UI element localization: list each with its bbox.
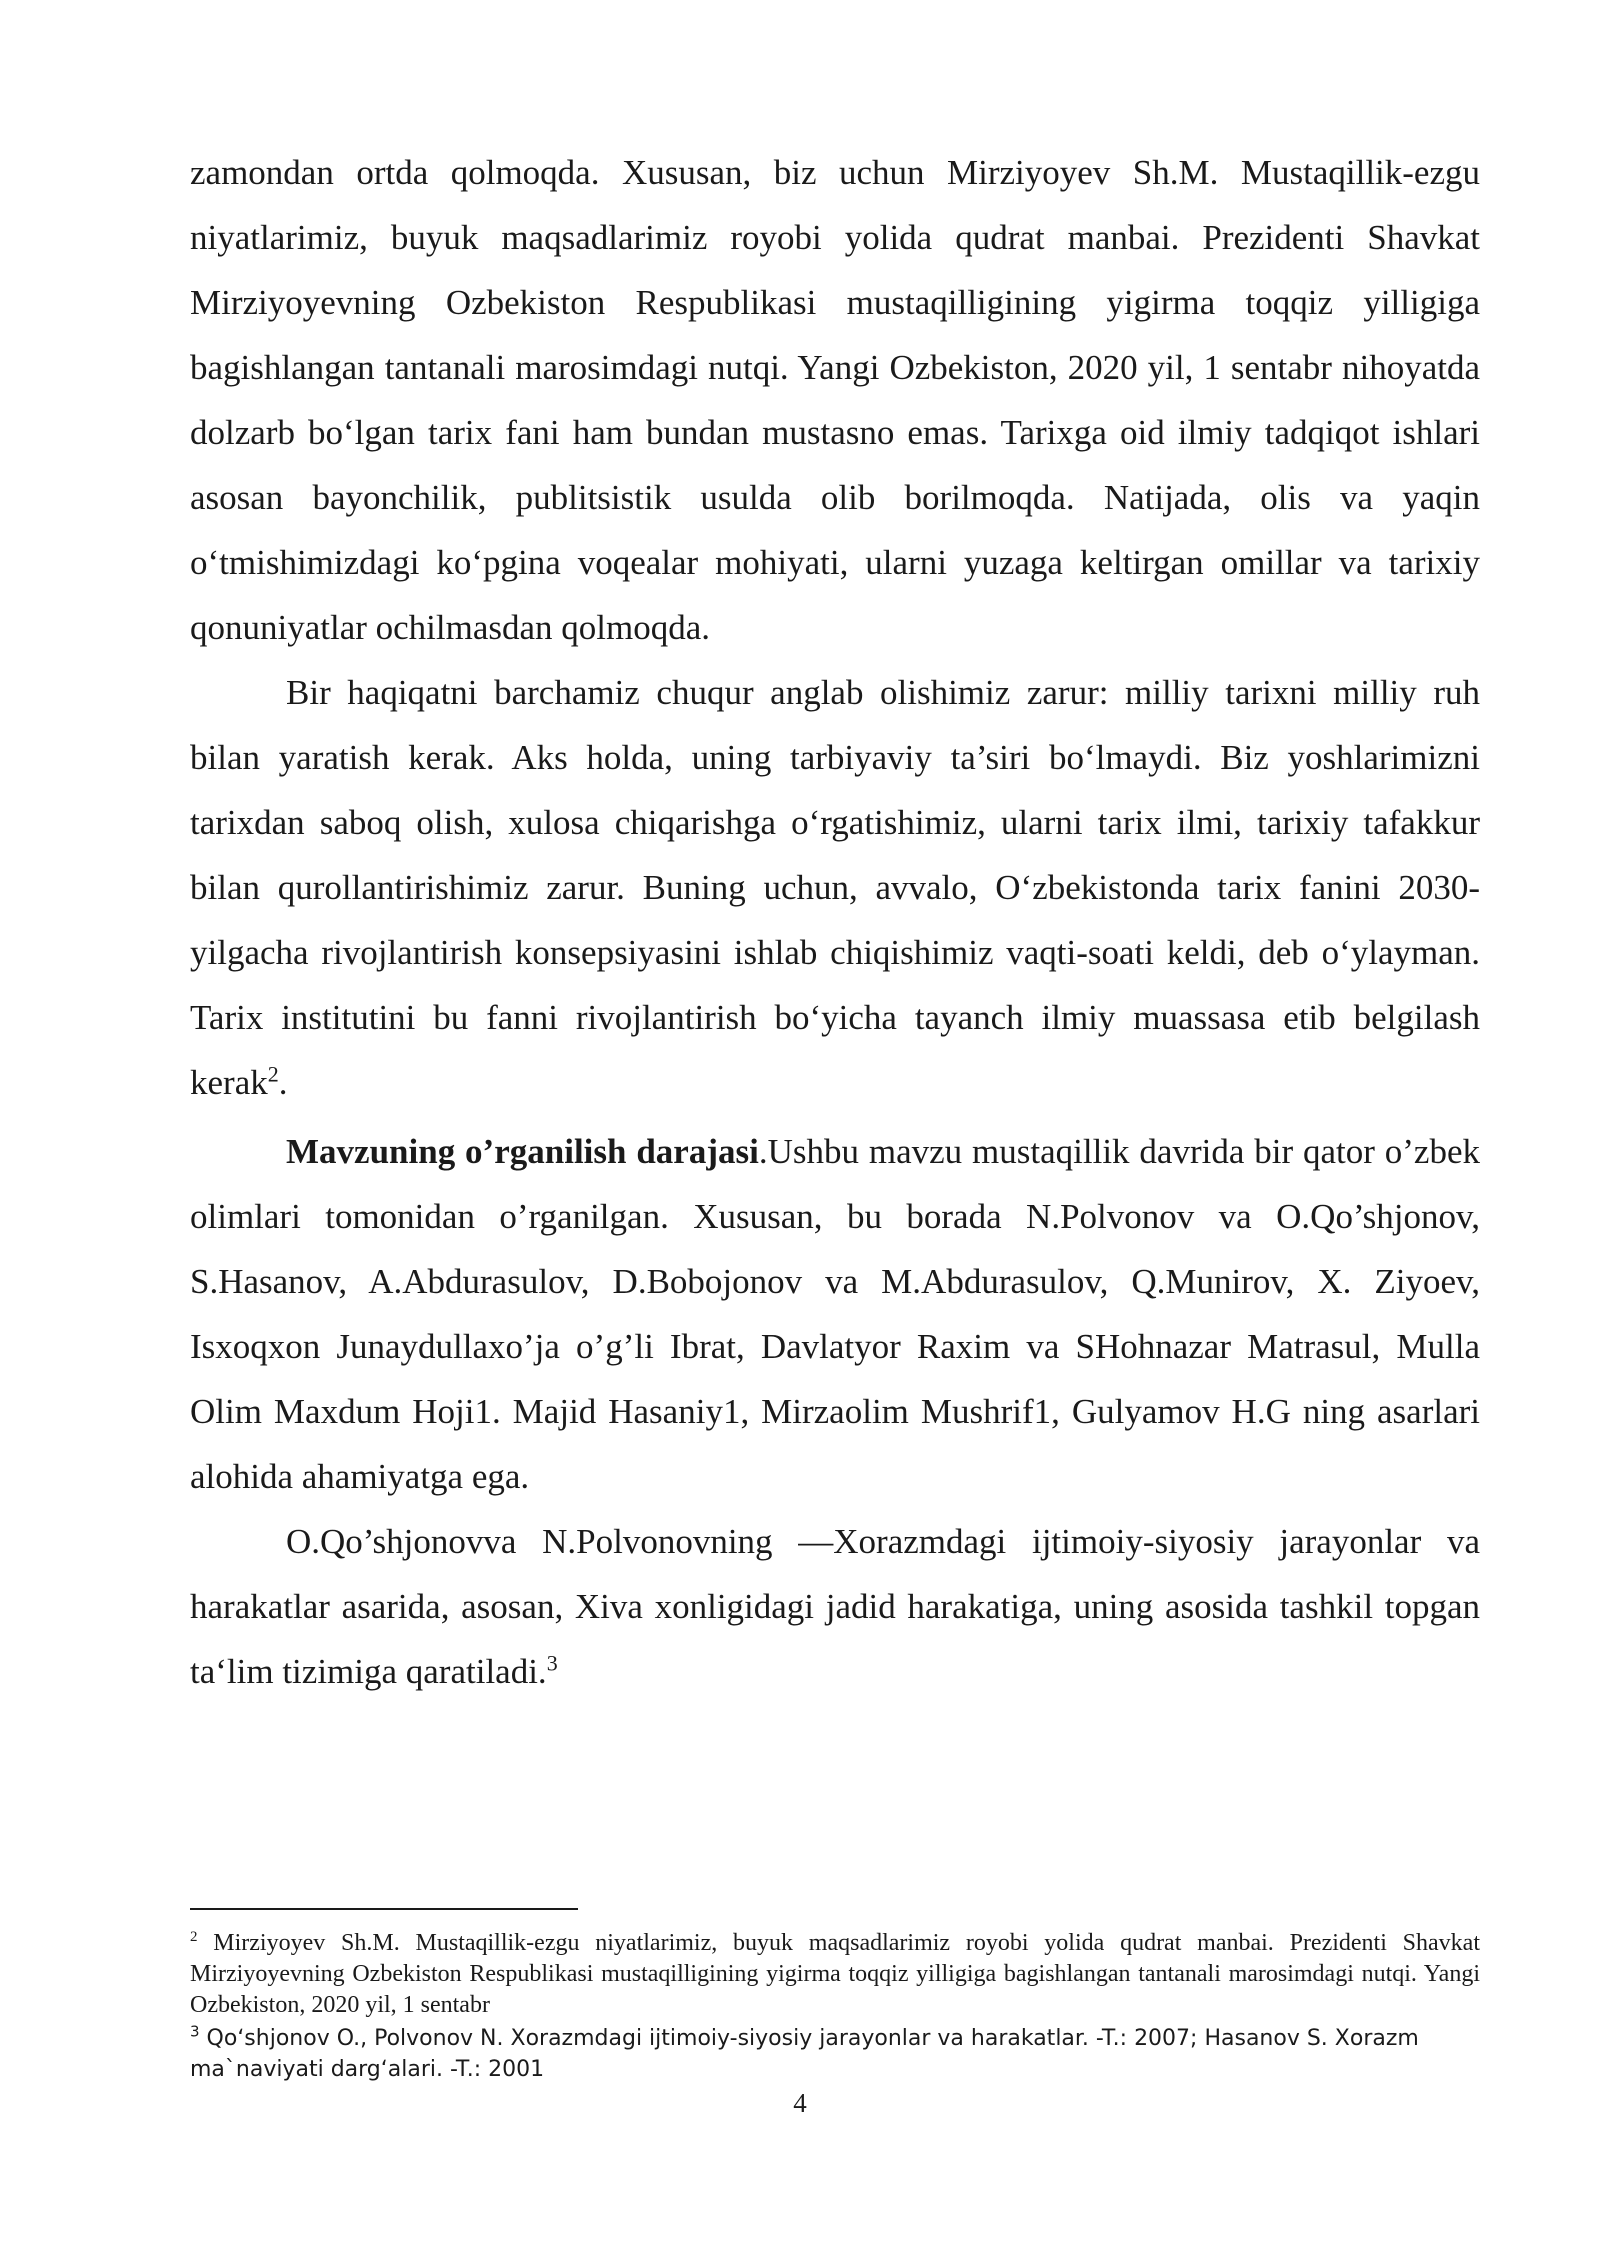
footnote-2 (190, 1928, 1480, 2021)
footnote-3-mark: 3 (190, 2022, 200, 2041)
body-text (190, 140, 1480, 1704)
paragraph-2-end: . (278, 1063, 288, 1102)
footnotes (190, 1928, 1480, 2085)
page-number: 4 (793, 2088, 807, 2118)
section-heading: Mavzuning o’rganilish darajasi (286, 1132, 759, 1171)
paragraph-polvonov (190, 1509, 1480, 1704)
footnote-3-text: Qoʻshjonov O., Polvonov N. Xorazmdagi ijtimoiy-siyosiy jarayonlar va harakatlar. -T.: 2007; Hasanov S. Xorazm ma`naviyati dargʻalari. -T.: 2001 (190, 2026, 1419, 2082)
paragraph-continuation (190, 140, 1480, 660)
paragraph-2-text: Bir haqiqatni barchamiz chuqur anglab olishimiz zarur: milliy tarixni milliy ruh bilan yaratish kerak. Aks holda, uning tarbiyaviy ta’siri boʻlmaydi. Biz yoshlarimizni tarixdan saboq olish, xulosa chiqarishga oʻrgatishimiz, ularni tarix ilmi, tarixiy tafakkur bilan qurollantirishimiz zarur. Buning uchun, avvalo, Oʻzbekistonda tarix fanini 2030-yilgacha rivojlantirish konsepsiyasini ishlab chiqishimiz vaqti-soati keldi, deb oʻylayman. Tarix institutini bu fanni rivojlantirish boʻyicha tayanch ilmiy muassasa etib belgilash kerak (190, 673, 1480, 1102)
footnote-ref-3[interactable]: 3 (546, 1650, 558, 1676)
footnote-2-mark: 2 (190, 1929, 198, 1945)
footnote-separator (190, 1908, 578, 1910)
paragraph-3-text: .Ushbu mavzu mustaqillik davrida bir qator o’zbek olimlari tomonidan o’rganilgan. Xususan, bu borada N.Polvonov va O.Qo’shjonov, S.Hasanov, A.Abdurasulov, D.Bobojonov va M.Abdurasulov, Q.Munirov, X. Ziyoev, Isxoqxon Junaydullaxo’ja o’g’li Ibrat, Davlatyor Raxim va SHohnazar Matrasul, Mulla Olim Maxdum Hoji1. Majid Hasaniy1, Mirzaolim Mushrif1, Gulyamov H.G ning asarlari alohida ahamiyatga ega. (190, 1132, 1480, 1496)
paragraph-4-text: O.Qo’shjonovva N.Polvonovning —Xorazmdagi ijtimoiy-siyosiy jarayonlar va harakatlar asarida, asosan, Xiva xonligidagi jadid harakatiga, uning asosida tashkil topgan ta‘lim tizimiga qaratiladi. (190, 1522, 1480, 1691)
footnote-3 (190, 2023, 1480, 2085)
paragraph-milliy-tarix (190, 660, 1480, 1115)
paragraph-research-level (190, 1119, 1480, 1509)
footnote-2-text: Mirziyoyev Sh.M. Mustaqillik-ezgu niyatlarimiz, buyuk maqsadlarimiz royobi yolida qudrat manbai. Prezidenti Shavkat Mirziyoyevning Ozbekiston Respublikasi mustaqilligining yigirma toqqiz yilligiga bagishlangan tantanali marosimdagi nutqi. Yangi Ozbekiston, 2020 yil, 1 sentabr (190, 1930, 1480, 2018)
paragraph-1-text: zamondan ortda qolmoqda. Xususan, biz uchun Mirziyoyev Sh.M. Mustaqillik-ezgu niyatlarimiz, buyuk maqsadlarimiz royobi yolida qudrat manbai. Prezidenti Shavkat Mirziyoyevning Ozbekiston Respublikasi mustaqilligining yigirma toqqiz yilligiga bagishlangan tantanali marosimdagi nutqi. Yangi Ozbekiston, 2020 yil, 1 sentabr nihoyatda dolzarb boʻlgan tarix fani ham bundan mustasno emas. Tarixga oid ilmiy tadqiqot ishlari asosan bayonchilik, publitsistik usulda olib borilmoqda. Natijada, olis va yaqin oʻtmishimizdagi koʻpgina voqealar mohiyati, ularni yuzaga keltirgan omillar va tarixiy qonuniyatlar ochilmasdan qolmoqda. (190, 153, 1480, 647)
footnote-ref-2[interactable]: 2 (267, 1061, 279, 1087)
